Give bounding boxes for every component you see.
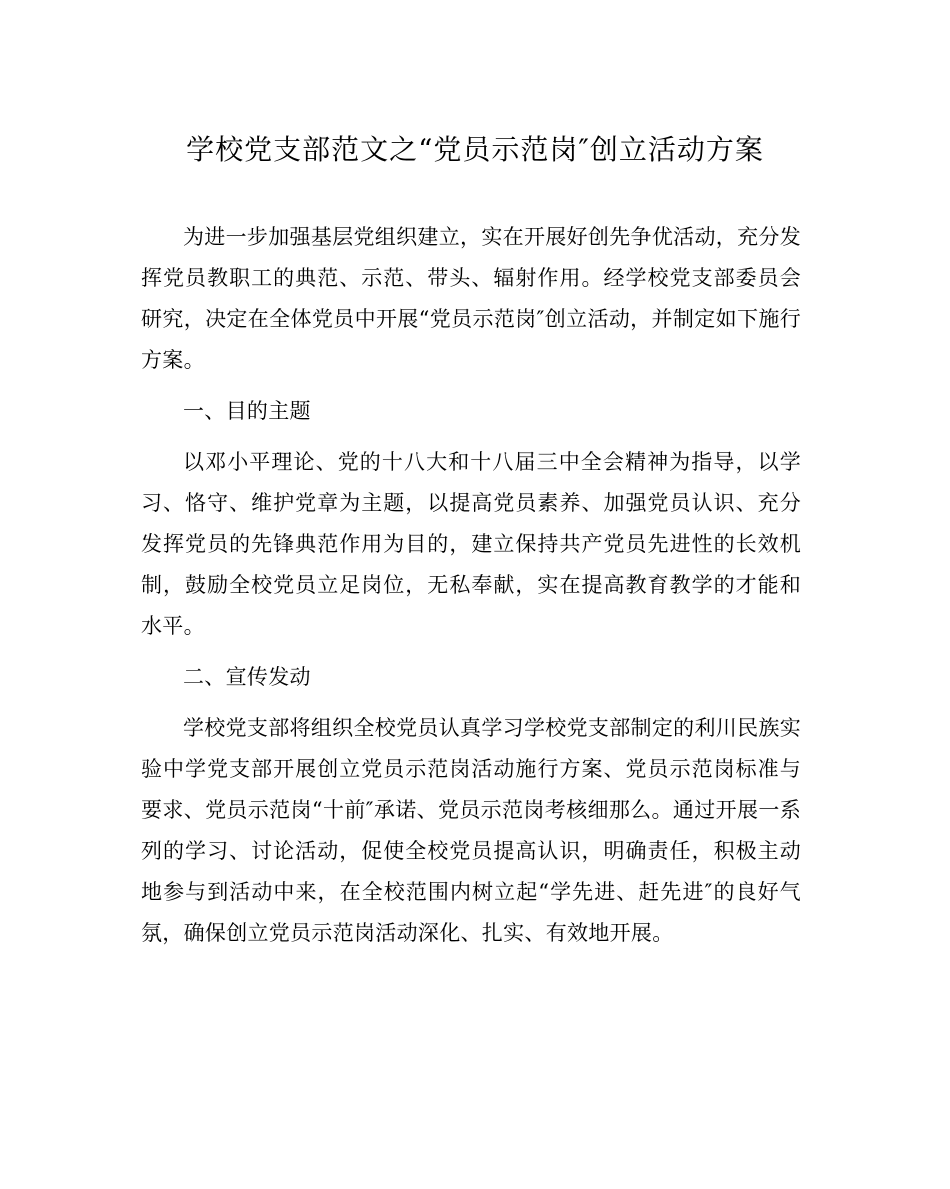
section-heading-publicity: 二、宣传发动 [183,665,311,689]
intro-paragraph: 为进一步加强基层党组织建立，实在开展好创先争优活动，充分发挥党员教职工的典范、示范、带头、辐射作用。经学校党支部委员会研究，决定在全体党员中开展“党员示范岗″创立活动，并制定如下施行方案。 [141,225,801,372]
document-body [141,217,801,954]
document-title: 学校党支部范文之“党员示范岗″创立活动方案 [186,133,764,166]
publicity-paragraph: 学校党支部将组织全校党员认真学习学校党支部制定的利川民族实验中学党支部开展创立党员示范岗活动施行方案、党员示范岗标准与要求、党员示范岗“十前″承诺、党员示范岗考核细那么。通过开展一系列的学习、讨论活动，促使全校党员提高认识，明确责任，积极主动地参与到活动中来，在全校范围内树立起“学先进、赶先进″的良好气氛，确保创立党员示范岗活动深化、扎实、有效地开展。 [141,716,801,945]
section-heading-purpose: 一、目的主题 [183,399,311,423]
purpose-paragraph: 以邓小平理论、党的十八大和十八届三中全会精神为指导，以学习、恪守、维护党章为主题，以提高党员素养、加强党员认识、充分发挥党员的先锋典范作用为目的，建立保持共产党员先进性的长效机制，鼓励全校党员立足岗位，无私奉献，实在提高教育教学的才能和水平。 [141,450,801,638]
